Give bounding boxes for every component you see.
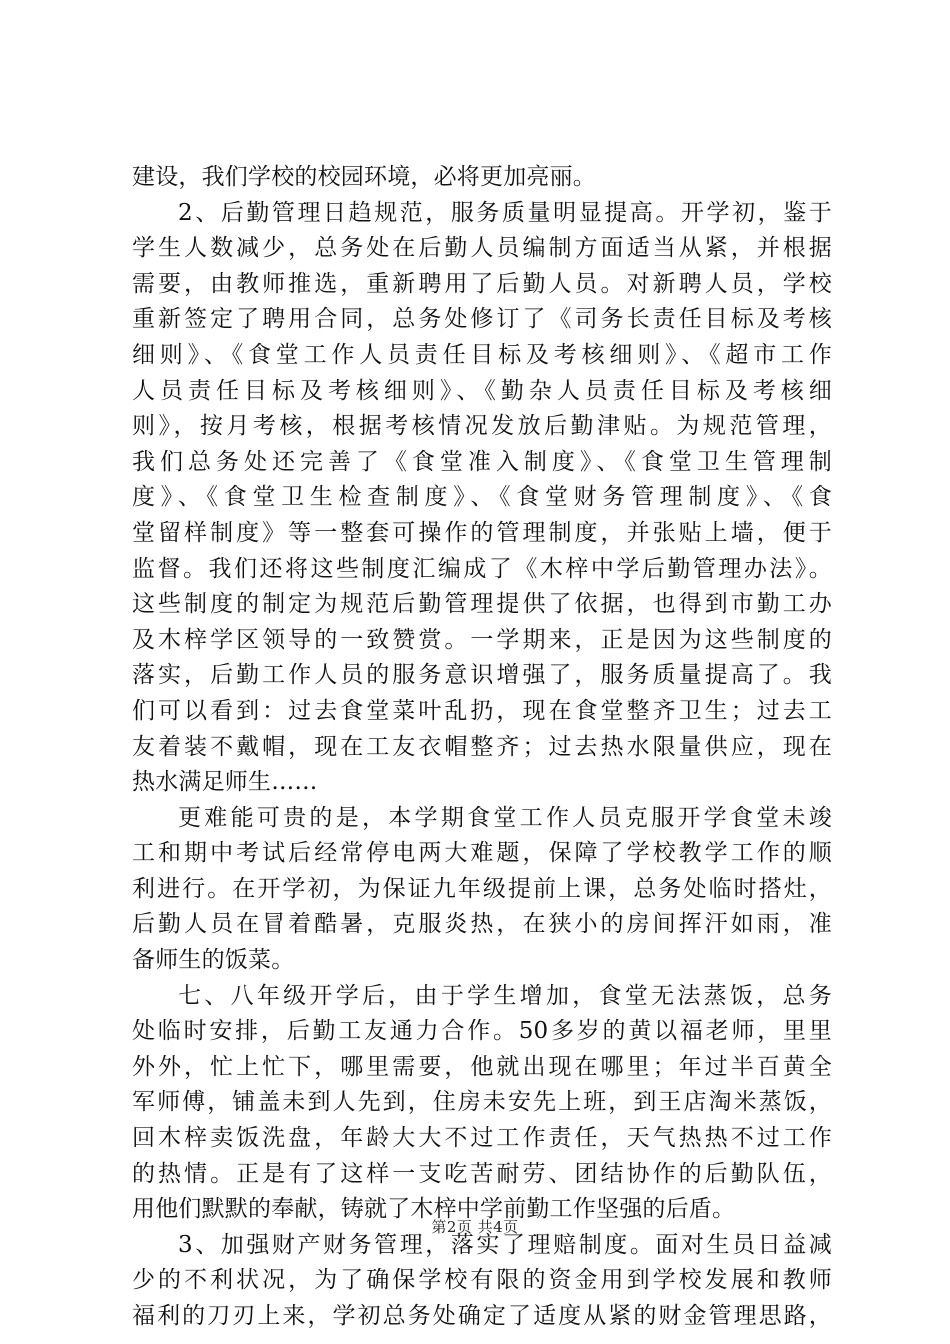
text-line: 我们总务处还完善了《食堂准入制度》、《食堂卫生管理制	[132, 448, 832, 475]
text-line: 利进行。在开学初，为保证九年级提前上课，总务处临时搭灶，	[132, 875, 832, 902]
text-line: 重新签定了聘用合同，总务处修订了《司务长责任目标及考核	[132, 306, 832, 333]
text-line: 2、后勤管理日趋规范，服务质量明显提高。开学初，鉴于	[178, 199, 832, 226]
text-line: 处临时安排，后勤工友通力合作。50多岁的黄以福老师，里里	[132, 1018, 832, 1045]
text-line: 热水满足师生……	[132, 769, 318, 796]
text-line: 外外，忙上忙下，哪里需要，他就出现在哪里；年过半百黄全	[132, 1053, 832, 1080]
text-line: 及木梓学区领导的一致赞赏。一学期来，正是因为这些制度的	[132, 626, 832, 653]
text-line: 友着装不戴帽，现在工友衣帽整齐；过去热水限量供应，现在	[132, 733, 832, 760]
text-line: 需要，由教师推选，重新聘用了后勤人员。对新聘人员，学校	[132, 270, 832, 297]
page-number: 第2页 共4页	[431, 1218, 519, 1236]
text-line: 工和期中考试后经常停电两大难题，保障了学校教学工作的顺	[132, 840, 832, 867]
text-line: 的热情。正是有了这样一支吃苦耐劳、团结协作的后勤队伍，	[132, 1160, 832, 1187]
text-line: 监督。我们还将这些制度汇编成了《木梓中学后勤管理办法》。	[132, 555, 832, 582]
text-line: 们可以看到：过去食堂菜叶乱扔，现在食堂整齐卫生；过去工	[132, 697, 832, 724]
text-line: 回木梓卖饭洗盘，年龄大大不过工作责任，天气热热不过工作	[132, 1125, 832, 1152]
text-line: 少的不利状况，为了确保学校有限的资金用到学校发展和教师	[132, 1267, 832, 1294]
text-line: 度》、《食堂卫生检查制度》、《食堂财务管理制度》、《食	[132, 484, 832, 511]
body-text	[132, 160, 832, 1335]
text-line: 细则》、《食堂工作人员责任目标及考核细则》、《超市工作	[132, 341, 832, 368]
text-line: 备师生的饭菜。	[132, 947, 295, 974]
text-line: 后勤人员在冒着酷暑，克服炎热，在狭小的房间挥汗如雨，准	[132, 911, 832, 938]
text-line: 人员责任目标及考核细则》、《勤杂人员责任目标及考核细	[132, 377, 832, 404]
text-line: 七、八年级开学后，由于学生增加，食堂无法蒸饭，总务	[178, 982, 832, 1009]
text-line: 福利的刀刃上来，学初总务处确定了适度从紧的财金管理思路，	[132, 1303, 832, 1329]
text-line: 落实，后勤工作人员的服务意识增强了，服务质量提高了。我	[132, 662, 832, 689]
text-line: 建设，我们学校的校园环境，必将更加亮丽。	[132, 164, 596, 190]
text-line: 这些制度的制定为规范后勤管理提供了依据，也得到市勤工办	[132, 591, 832, 618]
text-line: 学生人数减少，总务处在后勤人员编制方面适当从紧，并根据	[132, 235, 832, 262]
text-line: 堂留样制度》等一整套可操作的管理制度，并张贴上墙，便于	[132, 519, 832, 546]
text-line: 用他们默默的奉献，铸就了木梓中学前勤工作坚强的后盾。	[132, 1196, 736, 1223]
text-line: 更难能可贵的是，本学期食堂工作人员克服开学食堂未竣	[178, 804, 832, 831]
text-line: 军师傅，铺盖未到人先到，住房未安先上班，到王店淘米蒸饭，	[132, 1089, 832, 1116]
text-line: 则》，按月考核，根据考核情况发放后勤津贴。为规范管理，	[132, 413, 832, 440]
text-line: 3、加强财产财务管理，落实了理赔制度。面对生员日益减	[178, 1231, 832, 1258]
